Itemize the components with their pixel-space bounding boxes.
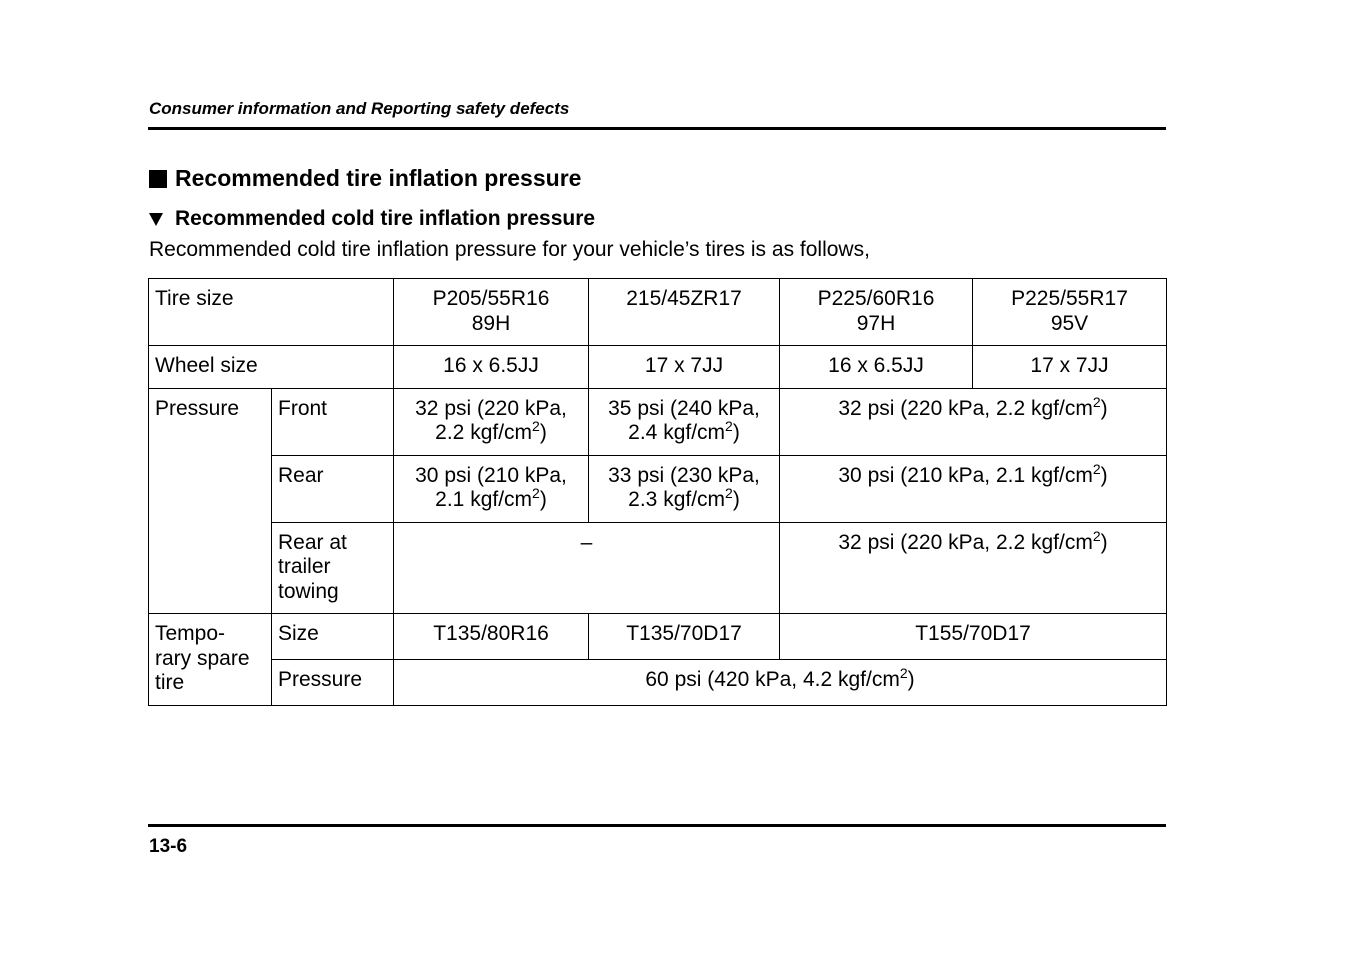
table-cell: – <box>394 522 780 614</box>
table-cell: P205/55R16 89H <box>394 279 589 346</box>
rear-towing-label: Rear at trailer towing <box>272 522 394 614</box>
table-cell: 32 psi (220 kPa, 2.2 kgf/$cm^2$) <box>780 522 1167 614</box>
wheel-size-label: Wheel size <box>149 346 394 389</box>
intro-text: Recommended cold tire inflation pressure for your vehicle’s tires is as follows, <box>149 238 870 261</box>
sub-title <box>149 207 595 231</box>
triangle-bullet-icon <box>149 213 163 226</box>
table-cell: P225/60R16 97H <box>780 279 973 346</box>
table-cell: T155/70D17 <box>780 614 1167 660</box>
table-row-spare-pressure <box>149 659 1167 705</box>
tire-pressure-table <box>148 278 1167 706</box>
page-number: 13-6 <box>149 836 188 857</box>
table-row-pressure-rear-towing <box>149 522 1167 614</box>
table-cell: 33 psi (230 kPa, 2.3 kgf/$cm^2$) <box>589 455 780 522</box>
table-row-tire-size <box>149 279 1167 346</box>
square-bullet-icon <box>149 170 167 188</box>
header-rule <box>148 127 1166 130</box>
table-cell: 30 psi (210 kPa, 2.1 kgf/$cm^2$) <box>394 455 589 522</box>
section-title <box>149 165 581 192</box>
sub-title-text: Recommended cold tire inflation pressure <box>175 207 596 230</box>
table-cell: 16 x 6.5JJ <box>780 346 973 389</box>
footer-rule <box>148 824 1166 827</box>
table-cell: 32 psi (220 kPa, 2.2 kgf/$cm^2$) <box>394 388 589 455</box>
table-cell: 215/45ZR17 <box>589 279 780 346</box>
table-cell: T135/70D17 <box>589 614 780 660</box>
table-cell: 60 psi (420 kPa, 4.2 kgf/$cm^2$) <box>394 659 1167 705</box>
table-cell: 17 x 7JJ <box>589 346 780 389</box>
spare-pressure-label: Pressure <box>272 659 394 705</box>
table-cell: 17 x 7JJ <box>973 346 1167 389</box>
table-cell: 30 psi (210 kPa, 2.1 kgf/$cm^2$) <box>780 455 1167 522</box>
running-head: Consumer information and Reporting safety defects <box>149 99 570 118</box>
front-label: Front <box>272 388 394 455</box>
section-title-text: Recommended tire inflation pressure <box>175 165 582 191</box>
table-cell: P225/55R17 95V <box>973 279 1167 346</box>
tire-size-label: Tire size <box>149 279 394 346</box>
rear-label: Rear <box>272 455 394 522</box>
spare-size-label: Size <box>272 614 394 660</box>
spare-tire-label: Tempo- rary spare tire <box>149 614 272 706</box>
table-cell: 32 psi (220 kPa, 2.2 kgf/$cm^2$) <box>780 388 1167 455</box>
table-cell: 16 x 6.5JJ <box>394 346 589 389</box>
table-row-spare-size <box>149 614 1167 660</box>
table-row-pressure-rear <box>149 455 1167 522</box>
table-cell: 35 psi (240 kPa, 2.4 kgf/$cm^2$) <box>589 388 780 455</box>
pressure-label: Pressure <box>149 388 272 614</box>
table-row-pressure-front <box>149 388 1167 455</box>
table-cell: T135/80R16 <box>394 614 589 660</box>
table-row-wheel-size <box>149 346 1167 389</box>
